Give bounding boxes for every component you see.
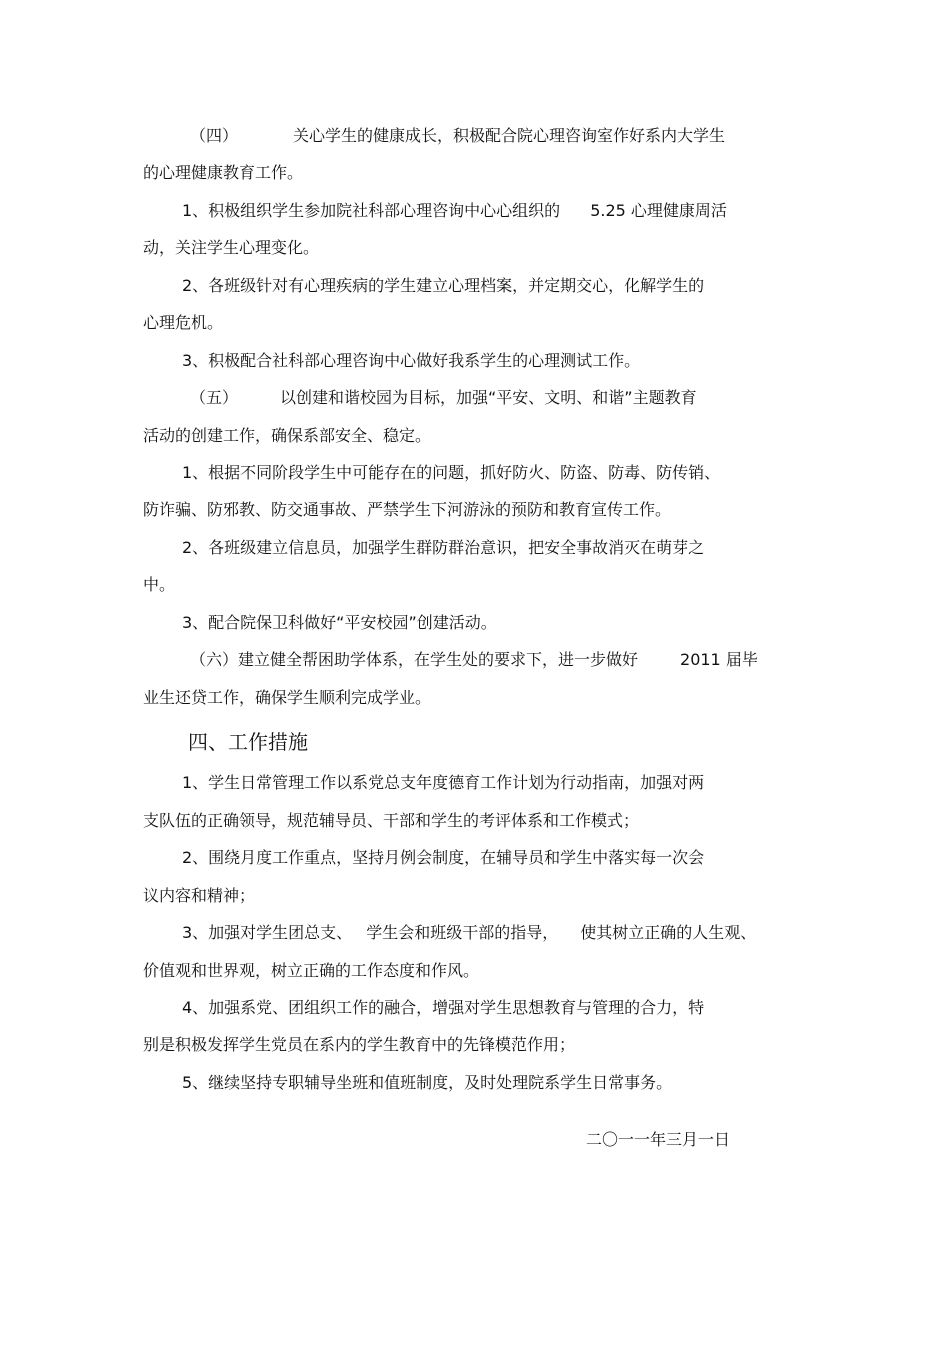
section-4-item-3: 3、积极配合社科部心理咨询中心做好我系学生的心理测试工作。 [182, 351, 641, 370]
measure-1: 1、学生日常管理工作以系党总支年度德育工作计划为行动指南，加强对两 [182, 773, 705, 792]
section-4-marker: （四） [190, 126, 239, 145]
section-4-item-1-cont: 动，关注学生心理变化。 [143, 238, 320, 257]
measure-3-part-2: 学生会和班级干部的指导， [366, 923, 559, 942]
section-4-item-2-cont: 心理危机。 [143, 313, 224, 332]
section-5-item-2: 2、各班级建立信息员，加强学生群防群治意识，把安全事故消灭在萌芽之 [182, 538, 705, 557]
section-4-item-1-text: 1、积极组织学生参加院社科部心理咨询中心心组织的 [182, 201, 561, 220]
measure-5: 5、继续坚持专职辅导坐班和值班制度，及时处理院系学生日常事务。 [182, 1073, 673, 1092]
section-5-paragraph [190, 388, 697, 408]
section-5-text: 以创建和谐校园为目标，加强“平安、文明、和谐”主题教育 [280, 388, 697, 407]
measure-2: 2、围绕月度工作重点，坚持月例会制度，在辅导员和学生中落实每一次会 [182, 848, 705, 867]
document-date: 二〇一一年三月一日 [586, 1130, 731, 1149]
heading-work-measures: 四、工作措施 [188, 730, 308, 754]
section-5-item-1-cont: 防诈骗、防邪教、防交通事故、严禁学生下河游泳的预防和教育宣传工作。 [143, 500, 672, 519]
section-6-text: （六）建立健全帮困助学体系，在学生处的要求下，进一步做好 [190, 650, 639, 669]
measure-2-cont: 议内容和精神； [143, 886, 256, 905]
section-6-year: 2011 届毕 [680, 650, 758, 669]
measure-3 [182, 923, 756, 943]
measure-4-cont: 别是积极发挥学生党员在系内的学生教育中的先锋模范作用； [143, 1035, 576, 1054]
section-5-item-3: 3、配合院保卫科做好“平安校园”创建活动。 [182, 613, 497, 632]
section-5-text-cont: 活动的创建工作，确保系部安全、稳定。 [143, 426, 432, 445]
measure-4: 4、加强系党、团组织工作的融合，增强对学生思想教育与管理的合力，特 [182, 998, 705, 1017]
measure-3-part-1: 3、加强对学生团总支、 [182, 923, 353, 942]
section-4-item-1 [182, 201, 727, 221]
section-5-item-2-cont: 中。 [143, 575, 176, 594]
section-5-marker: （五） [190, 388, 239, 407]
section-4-paragraph [190, 126, 725, 146]
section-6-paragraph [190, 650, 758, 670]
section-4-item-1-date: 5.25 心理健康周活 [590, 201, 727, 220]
section-4-item-2: 2、各班级针对有心理疾病的学生建立心理档案，并定期交心，化解学生的 [182, 276, 705, 295]
section-4-text: 关心学生的健康成长，积极配合院心理咨询室作好系内大学生 [293, 126, 726, 145]
measure-1-cont: 支队伍的正确领导，规范辅导员、干部和学生的考评体系和工作模式； [143, 811, 640, 830]
measure-3-cont: 价值观和世界观，树立正确的工作态度和作风。 [143, 961, 480, 980]
section-4-text-cont: 的心理健康教育工作。 [143, 163, 304, 182]
section-5-item-1: 1、根据不同阶段学生中可能存在的问题，抓好防火、防盗、防毒、防传销、 [182, 463, 721, 482]
measure-3-part-3: 使其树立正确的人生观、 [580, 923, 757, 942]
section-6-text-cont: 业生还贷工作，确保学生顺利完成学业。 [143, 688, 432, 707]
